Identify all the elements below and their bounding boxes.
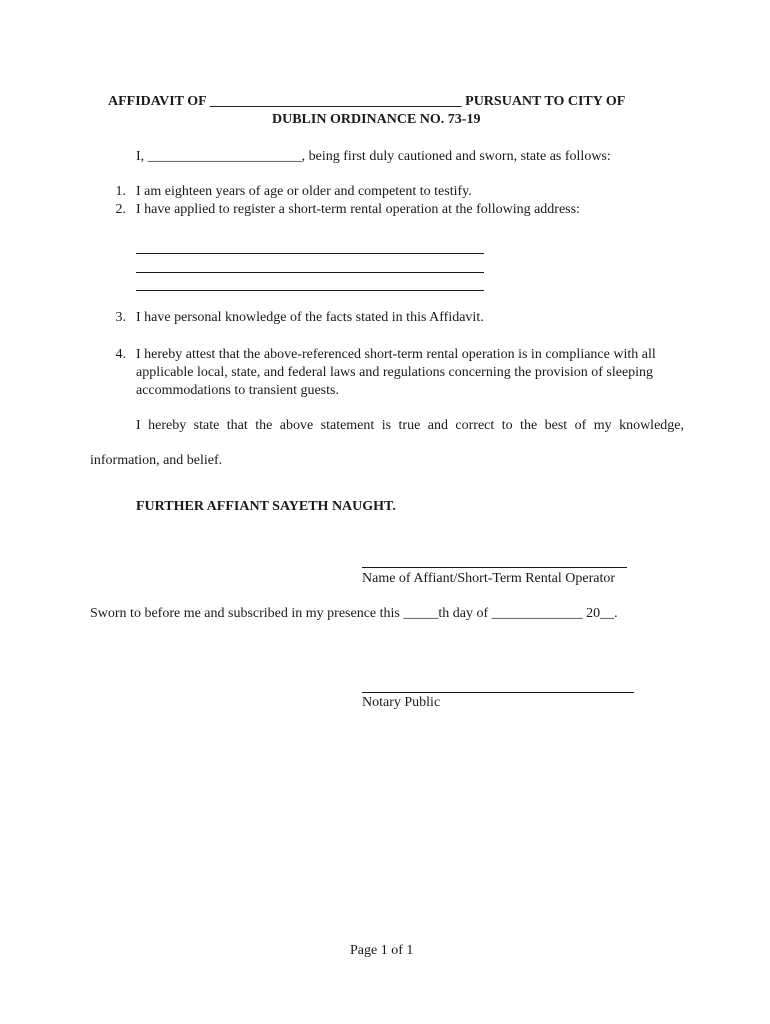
list-item-number: 4. [115,347,126,362]
address-line-1[interactable] [136,253,484,254]
address-line-3[interactable] [136,290,484,291]
list-item-number: 3. [115,310,126,325]
address-line-2[interactable] [136,272,484,273]
statement-line-2: information, and belief. [90,453,223,468]
list-item-text: I am eighteen years of age or older and competent to testify. [136,184,472,199]
document-title-line-2: DUBLIN ORDINANCE NO. 73-19 [272,112,481,127]
list-item-text: I hereby attest that the above-referenced short-term rental operation is in compliance with all applicable local, state, and federal laws and regulations concerning the provision of sleeping accommodations to transient guests. [136,347,656,398]
affiant-intro: I, ______________________, being first duly cautioned and sworn, state as follows: [136,149,611,164]
sworn-statement: Sworn to before me and subscribed in my presence this _____th day of _____________ 20__. [90,606,618,621]
closing-statement: FURTHER AFFIANT SAYETH NAUGHT. [136,499,396,514]
affiant-signature-line[interactable] [362,567,627,568]
list-item-number: 2. [115,202,126,217]
notary-signature-line[interactable] [362,692,634,693]
document-title-line-1: AFFIDAVIT OF ____________________________________ PURSUANT TO CITY OF [108,94,626,109]
list-item-number: 1. [115,184,126,199]
statement-line-1: I hereby state that the above statement is true and correct to the best of my knowledge, [136,418,684,433]
list-item-text: I have applied to register a short-term rental operation at the following address: [136,202,580,217]
affiant-signature-label: Name of Affiant/Short-Term Rental Operator [362,571,616,586]
notary-signature-label: Notary Public [362,695,441,710]
page-number: Page 1 of 1 [350,943,414,958]
list-item-text: I have personal knowledge of the facts stated in this Affidavit. [136,310,484,325]
